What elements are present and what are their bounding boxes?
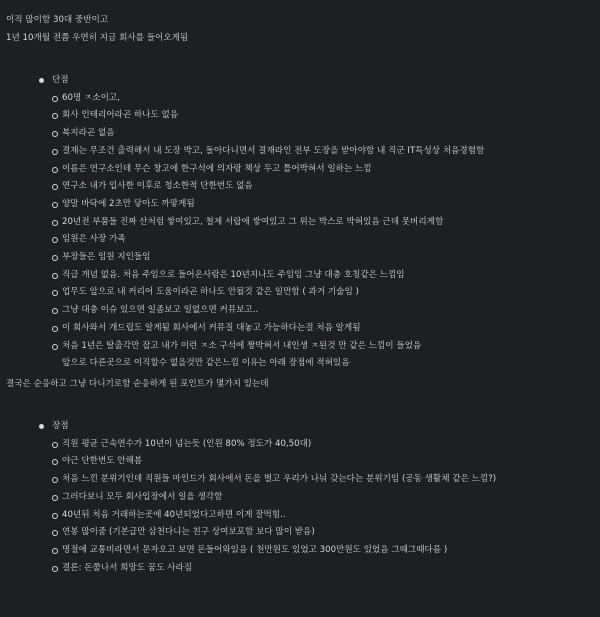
list-item-continuation: 앞으로 다른곳으로 이직할수 없을것만 같은느낌 이유는 아래 장점에 적혀있음 <box>62 358 350 369</box>
conclusion-text: 결국은 순응하고 그냥 다니기로함 순응하게 된 포인트가 몇가지 있는데 <box>6 379 269 389</box>
list-item: 결재는 무조건 출력해서 내 도장 박고, 돌아다니면서 결재라인 전부 도장을 받아야함 내 직군 IT특성상 처음경험함 <box>0 143 600 161</box>
cons-title: 단점 <box>52 75 69 85</box>
bullet-icon <box>52 459 58 465</box>
pros-title: 장점 <box>52 421 69 431</box>
bullet-icon <box>52 273 58 279</box>
list-item: 회사 인테리어라곤 하나도 없음 <box>0 107 600 125</box>
bullet-icon <box>39 78 44 83</box>
bullet-icon <box>52 495 58 501</box>
bullet-icon <box>52 477 58 483</box>
list-item: 양말 바닥에 2초만 닿아도 까맣게됨 <box>0 196 600 214</box>
pros-section <box>0 418 600 577</box>
list-item: 20년전 부품들 진짜 산처럼 쌓여있고, 철제 서랍에 쌓여있고 그 위는 박스로 박혀있음 근데 못버리게함 <box>0 214 600 232</box>
list-item: 연구소 내가 입사한 이후로 청소한적 단한번도 없음 <box>0 178 600 196</box>
intro-text <box>6 12 188 47</box>
bullet-icon <box>52 255 58 261</box>
pros-list <box>0 436 600 578</box>
bullet-icon <box>52 220 58 226</box>
list-item: 직원 평균 근속연수가 10년이 넘는듯 (인원 80% 정도가 40,50대) <box>0 436 600 454</box>
cons-section <box>0 72 600 373</box>
list-item: 복지라곤 없음 <box>0 125 600 143</box>
list-item: 이름은 연구소인데 무슨 창고에 한구석에 의자랑 책상 두고 틀어박혀서 일하는 느낌 <box>0 161 600 179</box>
bullet-icon <box>52 326 58 332</box>
bullet-icon <box>52 566 58 572</box>
bullet-icon <box>52 344 58 350</box>
list-item: 부장들은 임원 지인들임 <box>0 249 600 267</box>
list-item: 명절에 교통비라면서 문자오고 보면 돈들어와있음 ( 천만원도 있었고 300만원도 있었음 그때그때다름 ) <box>0 542 600 560</box>
list-item: 60명 ㅈ소이고, <box>0 90 600 108</box>
list-item: 그냥 대충 이슈 있으면 일좀보고 일없으면 커뮤보고.. <box>0 302 600 320</box>
intro-line: 1년 10개월 전쯤 우연히 지금 회사를 들어오게됨 <box>6 32 189 43</box>
cons-list <box>0 90 600 356</box>
list-item: 직급 개념 없음. 처음 주임으로 들어온사람은 10년지나도 주임임 그냥 대충 호칭같은 느낌임 <box>0 267 600 285</box>
bullet-icon <box>52 290 58 296</box>
bullet-icon <box>52 167 58 173</box>
list-item: 업무도 앞으로 내 커리어 도움이라곤 하나도 안될것 같은 일만함 ( 과거 기술임 ) <box>0 284 600 302</box>
list-item: 그러다보니 모두 회사입장에서 일을 생각함 <box>0 489 600 507</box>
bullet-icon <box>52 96 58 102</box>
bullet-icon <box>52 184 58 190</box>
bullet-icon <box>52 513 58 519</box>
list-item: 임원은 사장 가족 <box>0 231 600 249</box>
pros-heading <box>0 418 600 436</box>
intro-line: 이직 많이함 30대 중반이고 <box>6 15 109 25</box>
list-item: 결론: 돈쭐나서 희망도 꿈도 사라짐 <box>0 560 600 578</box>
bullet-icon <box>52 131 58 137</box>
bullet-icon <box>52 149 58 155</box>
bullet-icon <box>52 308 58 314</box>
bullet-icon <box>52 530 58 536</box>
bullet-icon <box>52 548 58 554</box>
list-item: 야근 단한번도 안해봄 <box>0 453 600 471</box>
list-item: 이 회사와서 개드립도 알게됨 회사에서 커뮤질 대놓고 가능하다는걸 처음 알게됨 <box>0 320 600 338</box>
list-item: 처음 1년은 탈출각만 잡고 내가 이런 ㅈ소 구석에 짱박혀서 내인생 ㅈ된것 만 같은 느낌이 들었음 <box>0 338 600 356</box>
list-item: 40년뒤 처음 거래하는곳에 40년되었다고하면 이게 잘먹힘.. <box>0 507 600 525</box>
cons-heading <box>0 72 600 90</box>
bullet-icon <box>52 113 58 119</box>
list-item: 처음 느낀 분위기인데 직원들 마인드가 회사에서 돈을 벌고 우리가 나눠 갖는다는 분위기임 (공동 생활체 같은 느낌?) <box>0 471 600 489</box>
bullet-icon <box>39 424 44 429</box>
bullet-icon <box>52 237 58 243</box>
bullet-icon <box>52 442 58 448</box>
list-item: 연봉 많이줌 (기본급만 삼천다니는 친구 상여보포함 보다 많이 받음) <box>0 524 600 542</box>
bullet-icon <box>52 202 58 208</box>
